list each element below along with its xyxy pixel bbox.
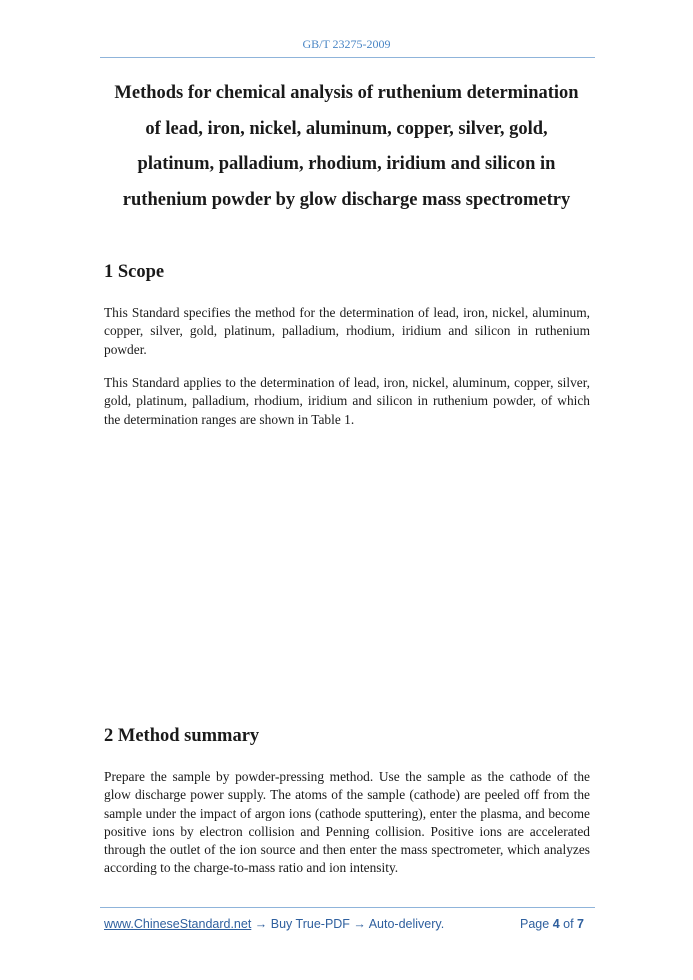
running-header: GB/T 23275-2009 <box>302 37 391 51</box>
page-current: 4 <box>552 917 560 931</box>
page-total: 7 <box>577 917 584 931</box>
page-label: Page <box>520 917 550 931</box>
method-summary-paragraph: Prepare the sample by powder-pressing method. Use the sample as the cathode of the glow discharge power supply. The atoms of the sample (cathode) are peeled off from the sample under the impact of argon ions (cathode sputtering), enter the plasma, and become positive ions by electron collision and Penning collision. Positive ions are accelerated through the outlet of the ion source and then enter the mass spectrometer, which analyzes according to the charge-to-mass ratio and ion intensity. <box>104 769 590 876</box>
page-number <box>520 917 584 931</box>
header-divider <box>100 57 595 58</box>
footer-promo <box>104 917 444 931</box>
page-of: of <box>563 917 574 931</box>
website-link[interactable]: www.ChineseStandard.net <box>104 917 252 931</box>
scope-paragraph: This Standard specifies the method for the determination of lead, iron, nickel, aluminum, copper, silver, gold, platinum, palladium, rhodium, iridium and silicon in ruthenium powder. <box>104 305 590 357</box>
scope-paragraph: This Standard applies to the determination of lead, iron, nickel, aluminum, copper, silver, gold, platinum, palladium, rhodium, iridium and silicon in ruthenium powder, of which the determination ranges are shown in Table 1. <box>104 375 590 427</box>
title-line: platinum, palladium, rhodium, iridium and silicon in <box>137 154 556 174</box>
footer-divider <box>100 907 595 908</box>
footer-tagline: → Buy True-PDF → Auto-delivery. <box>251 917 445 931</box>
title-line: of lead, iron, nickel, aluminum, copper, silver, gold, <box>145 118 548 139</box>
title-line: ruthenium powder by glow discharge mass spectrometry <box>122 189 571 210</box>
section-heading-method-summary: 2 Method summary <box>104 726 260 746</box>
section-heading-scope: 1 Scope <box>104 262 165 282</box>
page-footer <box>104 917 590 933</box>
document-title <box>90 76 603 218</box>
title-line: Methods for chemical analysis of ruthenium determination <box>114 83 579 103</box>
